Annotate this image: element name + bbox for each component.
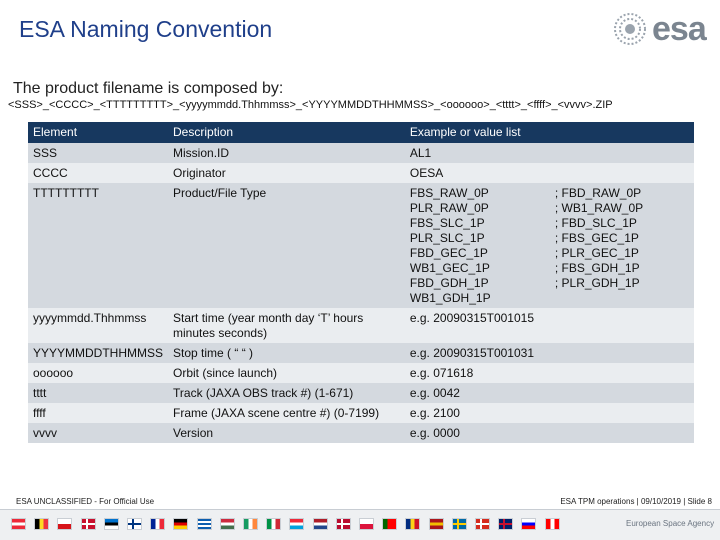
- cell-example: e.g. 0000: [405, 423, 694, 443]
- cell-element: oooooo: [28, 363, 168, 383]
- flag-netherlands-icon: [314, 519, 327, 529]
- flag-portugal-icon: [383, 519, 396, 529]
- product-type-code: FBS_RAW_0P: [409, 186, 489, 200]
- flag-hungary-icon: [221, 519, 234, 529]
- cell-description: Track (JAXA OBS track #) (1-671): [168, 383, 405, 403]
- naming-table: [28, 122, 694, 443]
- flag-belgium-icon: [35, 519, 48, 529]
- esa-logo-text: esa: [652, 10, 706, 48]
- classification-label: ESA UNCLASSIFIED - For Official Use: [16, 497, 155, 506]
- cell-example: [405, 183, 694, 308]
- cell-description: Start time (year month day ‘T’ hours minutes seconds): [168, 308, 405, 343]
- cell-element: vvvv: [28, 423, 168, 443]
- product-type-code: ; PLR_GDH_1P: [554, 276, 640, 290]
- cell-element: YYYYMMDDTHHMMSS: [28, 343, 168, 363]
- table-row: [28, 403, 694, 423]
- flag-sweden-icon: [453, 519, 466, 529]
- table-row: [28, 308, 694, 343]
- esa-logo: [612, 10, 712, 48]
- cell-example: e.g. 20090315T001015: [405, 308, 694, 343]
- esa-globe-icon: [612, 11, 648, 47]
- product-type-code: ; FBD_RAW_0P: [554, 186, 642, 200]
- product-type-code: WB1_GEC_1P: [409, 261, 490, 275]
- cell-element: CCCC: [28, 163, 168, 183]
- cell-example: e.g. 20090315T001031: [405, 343, 694, 363]
- cell-element: SSS: [28, 143, 168, 163]
- cell-element: ffff: [28, 403, 168, 423]
- flag-spain-icon: [430, 519, 443, 529]
- header-element: Element: [28, 122, 168, 143]
- flag-france-icon: [151, 519, 164, 529]
- cell-description: Frame (JAXA scene centre #) (0-7199): [168, 403, 405, 423]
- table-row: [28, 363, 694, 383]
- product-type-code: ; FBS_GEC_1P: [554, 231, 639, 245]
- flag-italy-icon: [267, 519, 280, 529]
- flag-czech-icon: [58, 519, 71, 529]
- product-type-codes-right: [555, 186, 643, 306]
- table-row: [28, 163, 694, 183]
- table-row: [28, 183, 694, 308]
- flag-poland-icon: [360, 519, 373, 529]
- product-type-code: FBD_GEC_1P: [409, 246, 488, 260]
- product-type-code: PLR_SLC_1P: [409, 231, 485, 245]
- product-type-code: FBS_SLC_1P: [409, 216, 485, 230]
- product-type-code: FBD_GDH_1P: [409, 276, 489, 290]
- cell-description: Mission.ID: [168, 143, 405, 163]
- flag-luxembourg-icon: [290, 519, 303, 529]
- table-row: [28, 343, 694, 363]
- member-states-flag-bar: [0, 510, 720, 540]
- product-type-code: ; PLR_GEC_1P: [554, 246, 639, 260]
- cell-element: yyyymmdd.Thhmmss: [28, 308, 168, 343]
- filename-pattern: <SSS>_<CCCC>_<TTTTTTTTT>_<yyyymmdd.Thhmmss>_<YYYYMMDDTHHMMSS>_<oooooo>_<tttt>_<ffff>_<vvvv>.ZIP: [8, 99, 613, 111]
- table-row: [28, 423, 694, 443]
- flag-germany-icon: [174, 519, 187, 529]
- cell-example: e.g. 0042: [405, 383, 694, 403]
- intro-text: The product filename is composed by:: [13, 80, 284, 97]
- header-example: Example or value list: [405, 122, 694, 143]
- table-row: [28, 143, 694, 163]
- product-type-code: ; FBD_SLC_1P: [554, 216, 637, 230]
- flag-norway-icon: [337, 519, 350, 529]
- flag-uk-icon: [499, 519, 512, 529]
- cell-example: e.g. 071618: [405, 363, 694, 383]
- agency-name: European Space Agency: [626, 519, 715, 528]
- product-type-code: ; FBS_GDH_1P: [554, 261, 640, 275]
- flag-greece-icon: [198, 519, 211, 529]
- flag-finland-icon: [128, 519, 141, 529]
- product-type-code: ; WB1_RAW_0P: [554, 201, 644, 215]
- header-description: Description: [168, 122, 405, 143]
- cell-description: Version: [168, 423, 405, 443]
- page-title: ESA Naming Convention: [19, 16, 273, 42]
- flag-estonia-icon: [105, 519, 118, 529]
- cell-description: Product/File Type: [168, 183, 405, 308]
- product-type-codes-left: [410, 186, 555, 306]
- cell-example: AL1: [405, 143, 694, 163]
- flag-switzerland-icon: [476, 519, 489, 529]
- cell-description: Orbit (since launch): [168, 363, 405, 383]
- table-row: [28, 383, 694, 403]
- cell-element: tttt: [28, 383, 168, 403]
- cell-description: Originator: [168, 163, 405, 183]
- flag-austria-icon: [12, 519, 25, 529]
- flag-canada-icon: [546, 519, 559, 529]
- slide-info: ESA TPM operations | 09/10/2019 | Slide 8: [560, 497, 712, 506]
- flag-ireland-icon: [244, 519, 257, 529]
- cell-description: Stop time ( “ “ ): [168, 343, 405, 363]
- flag-romania-icon: [406, 519, 419, 529]
- product-type-code: WB1_GDH_1P: [409, 291, 491, 305]
- flag-denmark-icon: [82, 519, 95, 529]
- flag-slovenia-icon: [522, 519, 535, 529]
- cell-example: OESA: [405, 163, 694, 183]
- cell-example: e.g. 2100: [405, 403, 694, 423]
- cell-element: TTTTTTTTT: [28, 183, 168, 308]
- product-type-code: PLR_RAW_0P: [409, 201, 489, 215]
- table-header-row: [28, 122, 694, 143]
